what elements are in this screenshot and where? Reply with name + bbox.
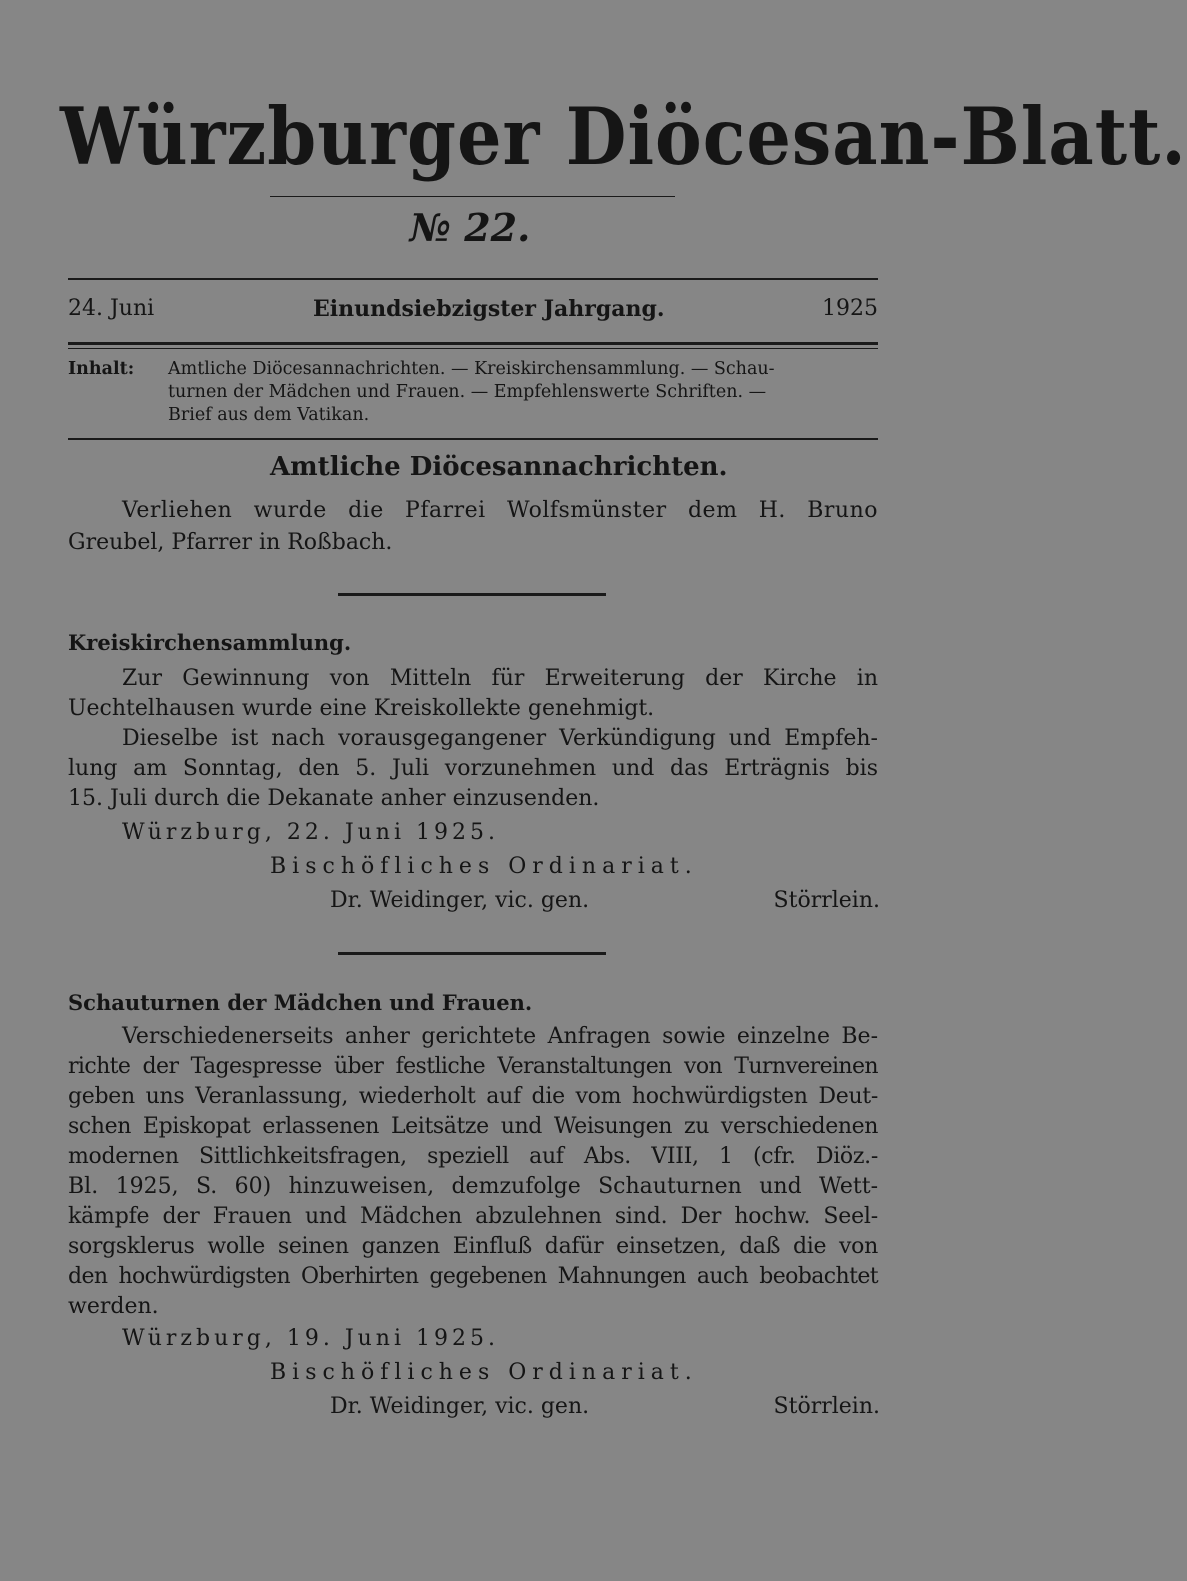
body-line: Verschiedenerseits anher gerichtete Anfragen sowie einzelne Be- — [122, 1024, 878, 1049]
body-line: schen Episkopat erlassenen Leitsätze und Weisungen zu verschiedenen — [68, 1114, 878, 1139]
dateline — [68, 296, 878, 326]
issue-number: № 22. — [409, 205, 531, 250]
body-line: sorgsklerus wolle seinen ganzen Einfluß dafür einsetzen, daß die von — [68, 1234, 878, 1259]
contents-line: Amtliche Diöcesannachrichten. — Kreiskirchensammlung. — Schau- — [168, 359, 775, 379]
signature-vicar-general: Dr. Weidinger, vic. gen. — [330, 1394, 590, 1419]
body-line: Greubel, Pfarrer in Roßbach. — [68, 530, 393, 555]
dateline-top-rule — [68, 278, 878, 280]
body-line: geben uns Veranlassung, wiederholt auf die vom hochwürdigsten Deut- — [68, 1084, 878, 1109]
masthead-title: Würzburger Diöcesan-Blatt. — [60, 90, 1187, 183]
masthead-rule — [270, 196, 675, 197]
body-line: Zur Gewinnung von Mitteln für Erweiterung der Kirche in — [122, 666, 878, 691]
ordinariat: Bischöfliches Ordinariat. — [270, 1360, 698, 1385]
section-divider — [338, 593, 606, 596]
body-line: Dieselbe ist nach vorausgegangener Verkündigung und Empfeh- — [122, 726, 878, 751]
signature-secretary: Störrlein. — [773, 888, 880, 913]
contents-line: turnen der Mädchen und Frauen. — Empfehlenswerte Schriften. — — [168, 382, 767, 402]
body-line: Bl. 1925, S. 60) hinzuweisen, demzufolge Schauturnen und Wett- — [68, 1174, 878, 1199]
body-line: werden. — [68, 1294, 159, 1319]
body-line: Verliehen wurde die Pfarrei Wolfsmünster dem H. Bruno — [122, 498, 878, 523]
issue-date: 24. Juni — [68, 296, 155, 321]
dateline-bottom-rule — [68, 342, 878, 345]
contents-rule — [68, 438, 878, 440]
section-heading-gymnastics: Schauturnen der Mädchen und Frauen. — [68, 990, 533, 1015]
contents-label: Inhalt: — [68, 359, 135, 379]
place-date: Würzburg, 19. Juni 1925. — [122, 1326, 499, 1351]
section-heading-collection: Kreiskirchensammlung. — [68, 630, 352, 655]
contents-line: Brief aus dem Vatikan. — [168, 405, 370, 425]
body-line: kämpfe der Frauen und Mädchen abzulehnen sind. Der hochw. Seel- — [68, 1204, 878, 1229]
body-line: den hochwürdigsten Oberhirten gegebenen Mahnungen auch beobachtet — [68, 1264, 878, 1289]
issue-year: 1925 — [822, 296, 878, 321]
body-line: lung am Sonntag, den 5. Juli vorzunehmen und das Erträgnis bis — [68, 756, 878, 781]
body-line: modernen Sittlichkeitsfragen, speziell auf Abs. VIII, 1 (cfr. Diöz.- — [68, 1144, 878, 1169]
signature-secretary: Störrlein. — [773, 1394, 880, 1419]
volume-label: Einundsiebzigster Jahrgang. — [313, 296, 665, 322]
body-line: richte der Tagespresse über festliche Veranstaltungen von Turnvereinen — [68, 1054, 878, 1079]
section-heading-official-news: Amtliche Diöcesannachrichten. — [270, 452, 728, 482]
signature-vicar-general: Dr. Weidinger, vic. gen. — [330, 888, 590, 913]
section-divider — [338, 952, 606, 955]
body-line: Uechtelhausen wurde eine Kreiskollekte genehmigt. — [68, 696, 655, 721]
ordinariat: Bischöfliches Ordinariat. — [270, 854, 698, 879]
place-date: Würzburg, 22. Juni 1925. — [122, 820, 499, 845]
dateline-bottom-rule-thin — [68, 348, 878, 349]
body-line: 15. Juli durch die Dekanate anher einzusenden. — [68, 786, 600, 811]
